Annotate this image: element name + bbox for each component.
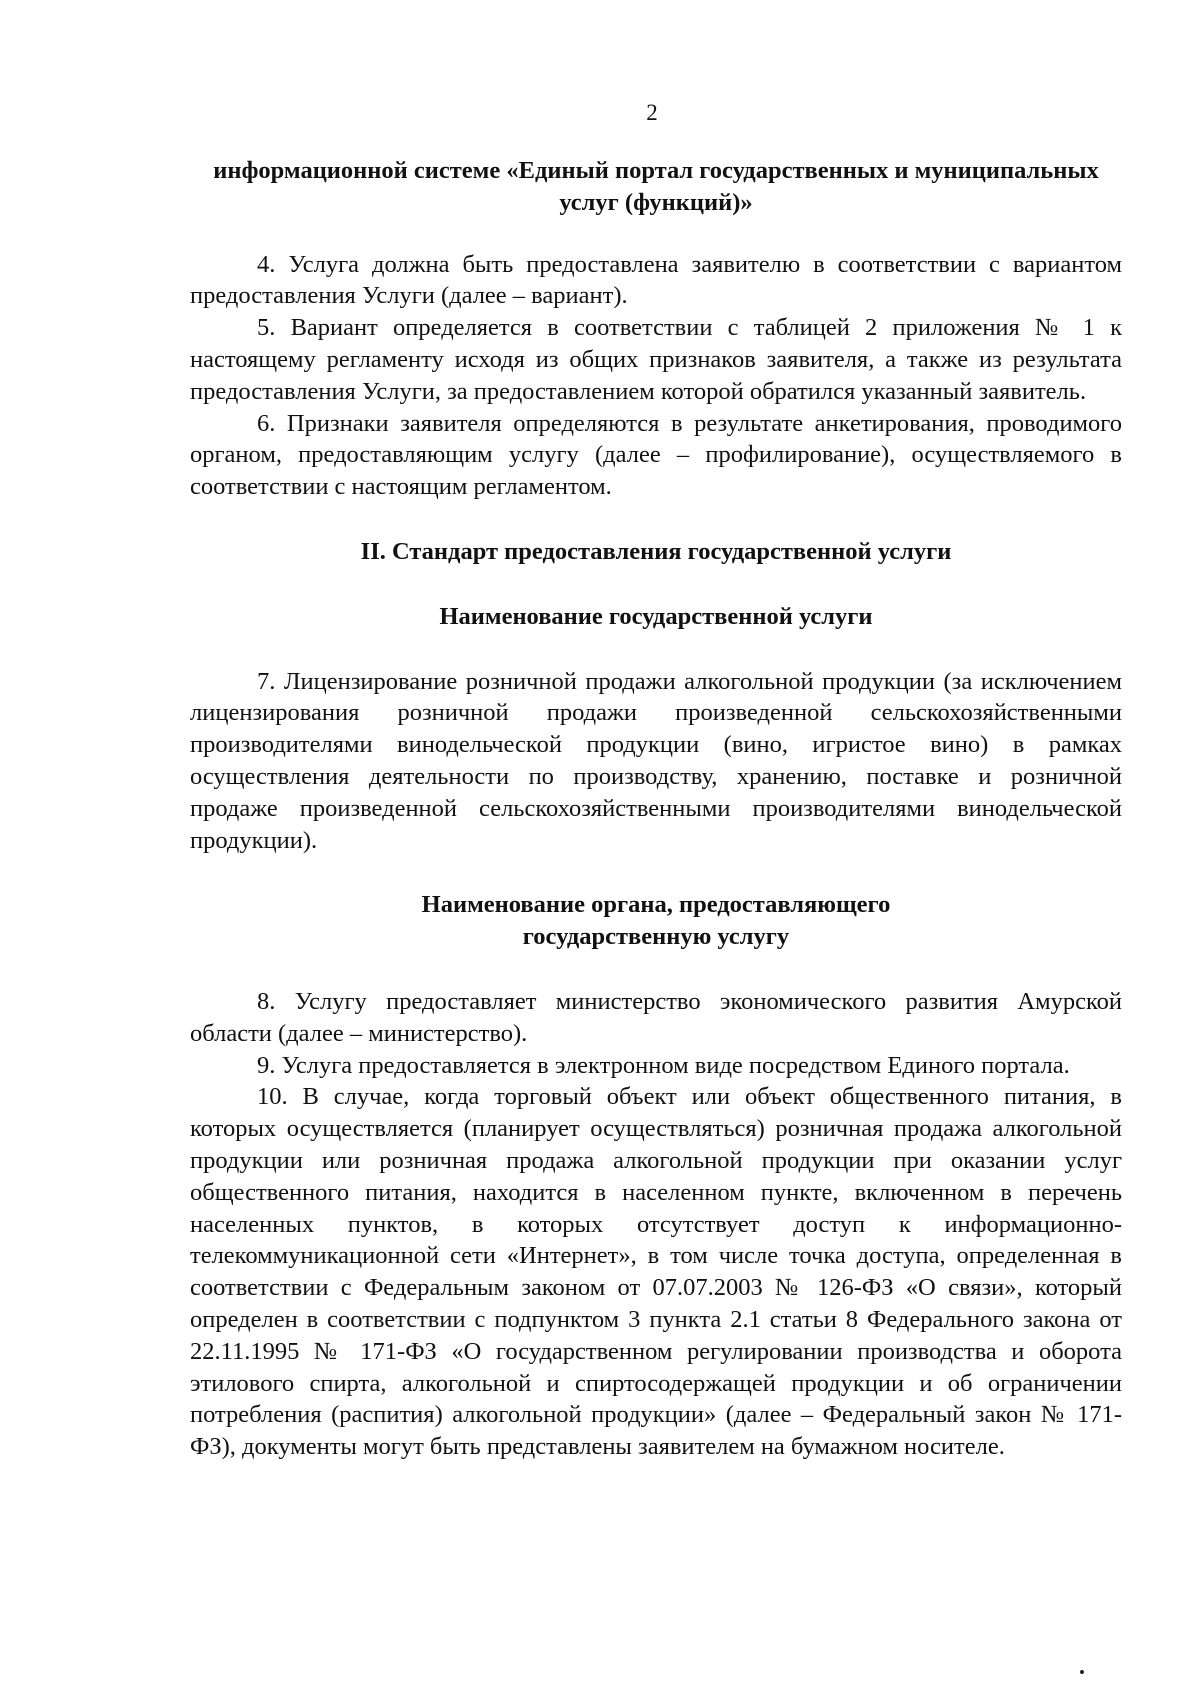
spacer [190,856,1122,889]
subheading-authority: Наименование органа, предоставляющего государственную услугу [421,891,891,951]
page-number: 2 [646,100,658,125]
paragraph-9: 9. Услуга предоставляется в электронном виде посредством Единого портала. [257,1051,1070,1079]
paragraph-10: 10. В случае, когда торговый объект или объект общественного питания, в которых осуществляется (планирует осуществляться) розничная продажа алкогольной продукции или розничная продажа алкогольной продукции при оказании услуг общественного питания, находится в населенном пункте, включенном в перечень населенных пунктов, в которых отсутствует доступ к информационно-телекоммуникационной сети «Интернет», в том числе точка доступа, определенная в соответствии с Федеральным законом от 07.07.2003 № 126-ФЗ «О связи», который определен в соответствии с подпунктом 3 пункта 2.1 статьи 8 Федерального закона от 22.11.1995 № 171-ФЗ «О государственном регулировании производства и оборота этилового спирта, алкогольной и спиртосодержащей продукции и об ограничении потребления (распития) алкогольной продукции» (далее – Федеральный закон № 171-ФЗ), документы могут быть представлены заявителем на бумажном носителе. [190,1083,1122,1461]
spacer [190,633,1122,666]
paragraph-6: 6. Признаки заявителя определяются в результате анкетирования, проводимого органом, предоставляющим услугу (далее – профилирование), осуществляемого в соответствии с настоящим регламентом. [190,409,1122,501]
scan-speck [1080,1670,1084,1674]
spacer [190,568,1122,601]
spacer [190,503,1122,536]
document-body [190,155,1122,1463]
section-title: II. Стандарт предоставления государственной услуги [360,537,952,565]
paragraph-8: 8. Услугу предоставляет министерство экономического развития Амурской области (далее – министерство). [190,987,1122,1047]
spacer [190,219,1122,249]
spacer [190,953,1122,986]
paragraph-4: 4. Услуга должна быть предоставлена заявителю в соответствии с вариантом предоставления Услуги (далее – вариант). [190,250,1122,310]
heading-continued: информационной системе «Единый портал государственных и муниципальных услуг (функций)» [213,157,1099,216]
paragraph-5: 5. Вариант определяется в соответствии с таблицей 2 приложения № 1 к настоящему регламенту исходя из общих признаков заявителя, а также из результата предоставления Услуги, за предоставлением которой обратился указанный заявитель. [190,314,1122,405]
paragraph-7: 7. Лицензирование розничной продажи алкогольной продукции (за исключением лицензирования розничной продажи произведенной сельскохозяйственными производителями винодельческой продукции (вино, игристое вино) в рамках осуществления деятельности по производству, хранению, поставке и розничной продаже произведенной сельскохозяйственными производителями винодельческой продукции). [190,667,1122,854]
subheading-service-name: Наименование государственной услуги [439,602,873,630]
